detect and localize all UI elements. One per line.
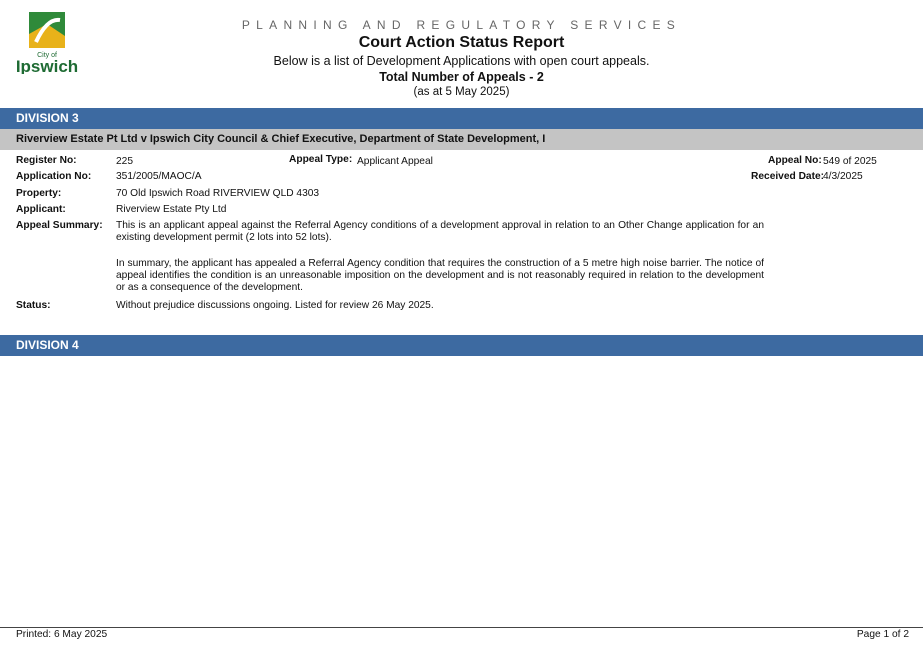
- department-name: PLANNING AND REGULATORY SERVICES: [241, 18, 682, 32]
- appeal-summary-paragraph-2: In summary, the applicant has appealed a Referral Agency condition that requires the construction of a 5 metre high noise barrier. The notice of appeal identifies the condition is an unreasonable imposition on the development and is not reasonably required in relation to the development or as a consequence of the development.: [116, 258, 764, 294]
- appeal-summary-label: Appeal Summary:: [16, 220, 103, 231]
- received-date-value: 4/3/2025: [823, 171, 863, 182]
- footer-divider: [0, 627, 923, 628]
- report-date: (as at 5 May 2025): [413, 86, 510, 98]
- report-subtitle: Below is a list of Development Applications with open court appeals.: [273, 54, 650, 68]
- page-number: Page 1 of 2: [856, 629, 909, 640]
- appeal-type-label: Appeal Type:: [289, 154, 353, 165]
- division-4-header: DIVISION 4: [0, 335, 923, 356]
- received-date-label: Received Date:: [751, 171, 825, 182]
- register-no-value: 225: [116, 156, 133, 167]
- division-3-header: DIVISION 3: [0, 108, 923, 129]
- total-appeals: Total Number of Appeals - 2: [379, 70, 544, 84]
- property-value: 70 Old Ipswich Road RIVERVIEW QLD 4303: [116, 188, 320, 199]
- register-no-label: Register No:: [16, 155, 77, 166]
- status-value: Without prejudice discussions ongoing. Listed for review 26 May 2025.: [116, 300, 434, 311]
- appeal-no-label: Appeal No:: [768, 155, 822, 166]
- application-no-value: 351/2005/MAOC/A: [116, 171, 202, 182]
- applicant-value: Riverview Estate Pty Ltd: [116, 204, 227, 215]
- case-title: Riverview Estate Pt Ltd v Ipswich City Council & Chief Executive, Department of State Development, I: [0, 129, 923, 150]
- application-no-label: Application No:: [16, 171, 92, 182]
- applicant-label: Applicant:: [16, 204, 66, 215]
- property-label: Property:: [16, 188, 62, 199]
- status-label: Status:: [16, 300, 51, 311]
- appeal-no-value: 549 of 2025: [823, 156, 877, 167]
- svg-text:City of: City of: [37, 52, 57, 59]
- svg-text:Ipswich: Ipswich: [15, 57, 79, 74]
- appeal-type-value: Applicant Appeal: [357, 156, 433, 167]
- report-title: Court Action Status Report: [358, 34, 565, 51]
- appeal-summary-paragraph-1: This is an applicant appeal against the Referral Agency conditions of a development approval in relation to an Other Change application for an existing development permit (2 lots into 52 lots).: [116, 220, 764, 244]
- printed-date: Printed: 6 May 2025: [16, 629, 108, 640]
